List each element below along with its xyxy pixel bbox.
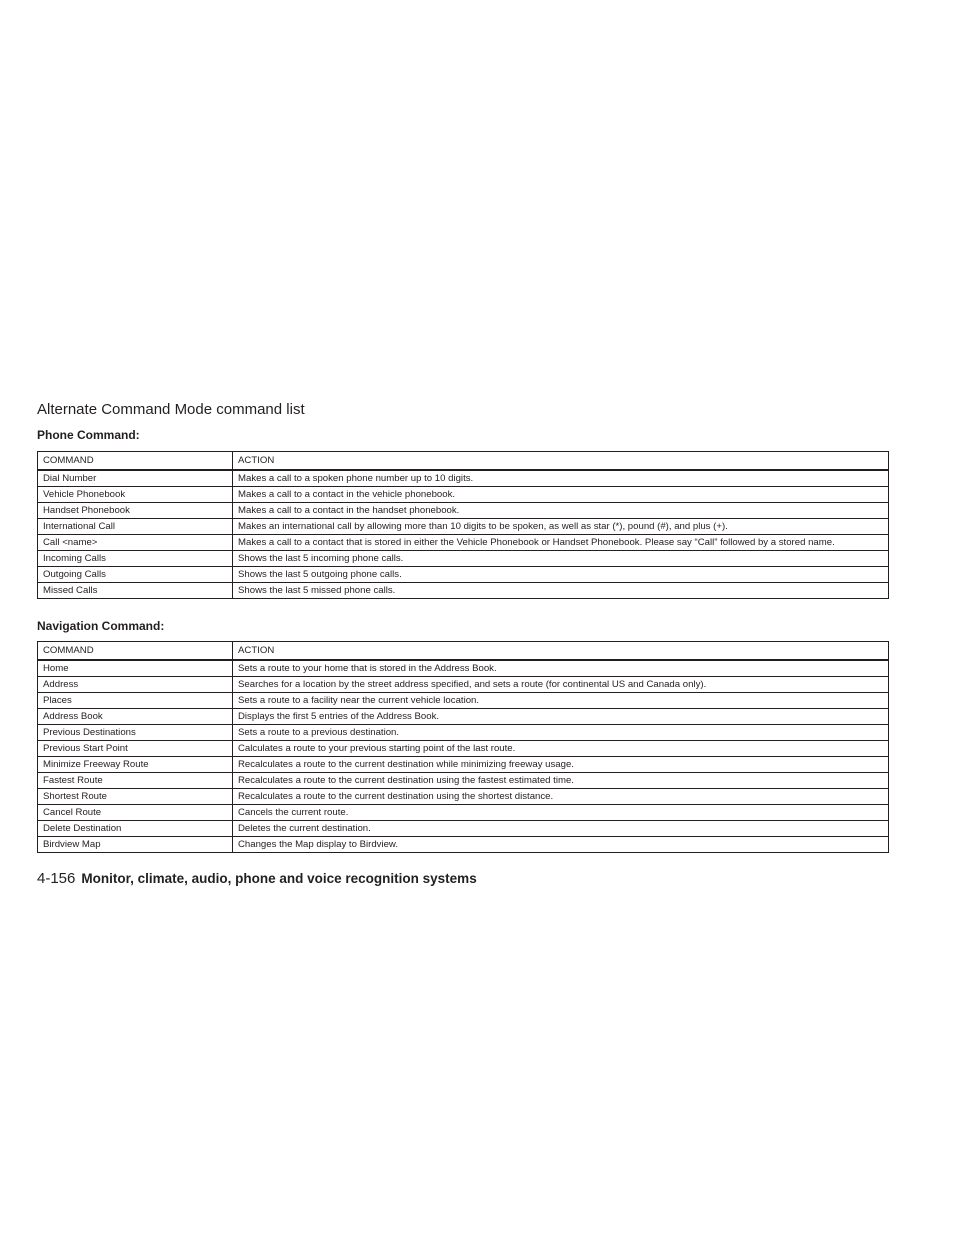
chapter-title: Monitor, climate, audio, phone and voice recognition systems [81,871,477,886]
action-cell: Makes an international call by allowing more than 10 digits to be spoken, as well as star (*), pound (#), and plus (+). [233,519,889,535]
table-row [38,660,889,677]
action-cell: Changes the Map display to Birdview. [233,837,889,853]
table-row [38,677,889,693]
action-cell: Deletes the current destination. [233,821,889,837]
action-cell: Makes a call to a contact in the vehicle phonebook. [233,487,889,503]
section-title: Alternate Command Mode command list [37,401,305,418]
command-cell: Fastest Route [38,773,233,789]
table-row [38,741,889,757]
command-cell: Dial Number [38,470,233,487]
table-header-row [38,452,889,471]
action-cell: Recalculates a route to the current destination while minimizing freeway usage. [233,757,889,773]
command-cell: Delete Destination [38,821,233,837]
action-cell: Cancels the current route. [233,805,889,821]
command-cell: Minimize Freeway Route [38,757,233,773]
table-row [38,583,889,599]
command-cell: International Call [38,519,233,535]
command-cell: Outgoing Calls [38,567,233,583]
action-cell: Makes a call to a contact in the handset phonebook. [233,503,889,519]
action-cell: Recalculates a route to the current destination using the shortest distance. [233,789,889,805]
column-header-action: ACTION [233,642,889,661]
action-cell: Sets a route to a previous destination. [233,725,889,741]
command-cell: Birdview Map [38,837,233,853]
table-row [38,821,889,837]
command-cell: Previous Destinations [38,725,233,741]
column-header-action: ACTION [233,452,889,471]
command-cell: Missed Calls [38,583,233,599]
command-cell: Address [38,677,233,693]
command-cell: Shortest Route [38,789,233,805]
page-footer [37,870,477,887]
table-row [38,567,889,583]
action-cell: Calculates a route to your previous starting point of the last route. [233,741,889,757]
table-row [38,709,889,725]
table-row [38,519,889,535]
table-row [38,551,889,567]
phone-command-heading: Phone Command: [37,428,140,442]
table-row [38,805,889,821]
table-row [38,503,889,519]
phone-command-table [37,451,889,599]
action-cell: Shows the last 5 incoming phone calls. [233,551,889,567]
navigation-command-table [37,641,889,853]
action-cell: Shows the last 5 outgoing phone calls. [233,567,889,583]
action-cell: Searches for a location by the street address specified, and sets a route (for continental US and Canada only). [233,677,889,693]
table-row [38,773,889,789]
command-cell: Handset Phonebook [38,503,233,519]
action-cell: Displays the first 5 entries of the Address Book. [233,709,889,725]
action-cell: Makes a call to a spoken phone number up to 10 digits. [233,470,889,487]
table-row [38,470,889,487]
table-row [38,789,889,805]
command-cell: Previous Start Point [38,741,233,757]
table-row [38,757,889,773]
command-cell: Home [38,660,233,677]
page-number: 4-156 [37,870,76,887]
column-header-command: COMMAND [38,452,233,471]
command-cell: Incoming Calls [38,551,233,567]
action-cell: Sets a route to your home that is stored in the Address Book. [233,660,889,677]
command-cell: Call <name> [38,535,233,551]
action-cell: Sets a route to a facility near the current vehicle location. [233,693,889,709]
command-cell: Cancel Route [38,805,233,821]
action-cell: Shows the last 5 missed phone calls. [233,583,889,599]
navigation-command-heading: Navigation Command: [37,619,165,633]
table-header-row [38,642,889,661]
table-row [38,725,889,741]
action-cell: Makes a call to a contact that is stored in either the Vehicle Phonebook or Handset Phonebook. Please say “Call” followed by a stored name. [233,535,889,551]
command-cell: Vehicle Phonebook [38,487,233,503]
action-cell: Recalculates a route to the current destination using the fastest estimated time. [233,773,889,789]
command-cell: Places [38,693,233,709]
command-cell: Address Book [38,709,233,725]
table-row [38,487,889,503]
table-row [38,837,889,853]
column-header-command: COMMAND [38,642,233,661]
table-row [38,693,889,709]
table-row [38,535,889,551]
